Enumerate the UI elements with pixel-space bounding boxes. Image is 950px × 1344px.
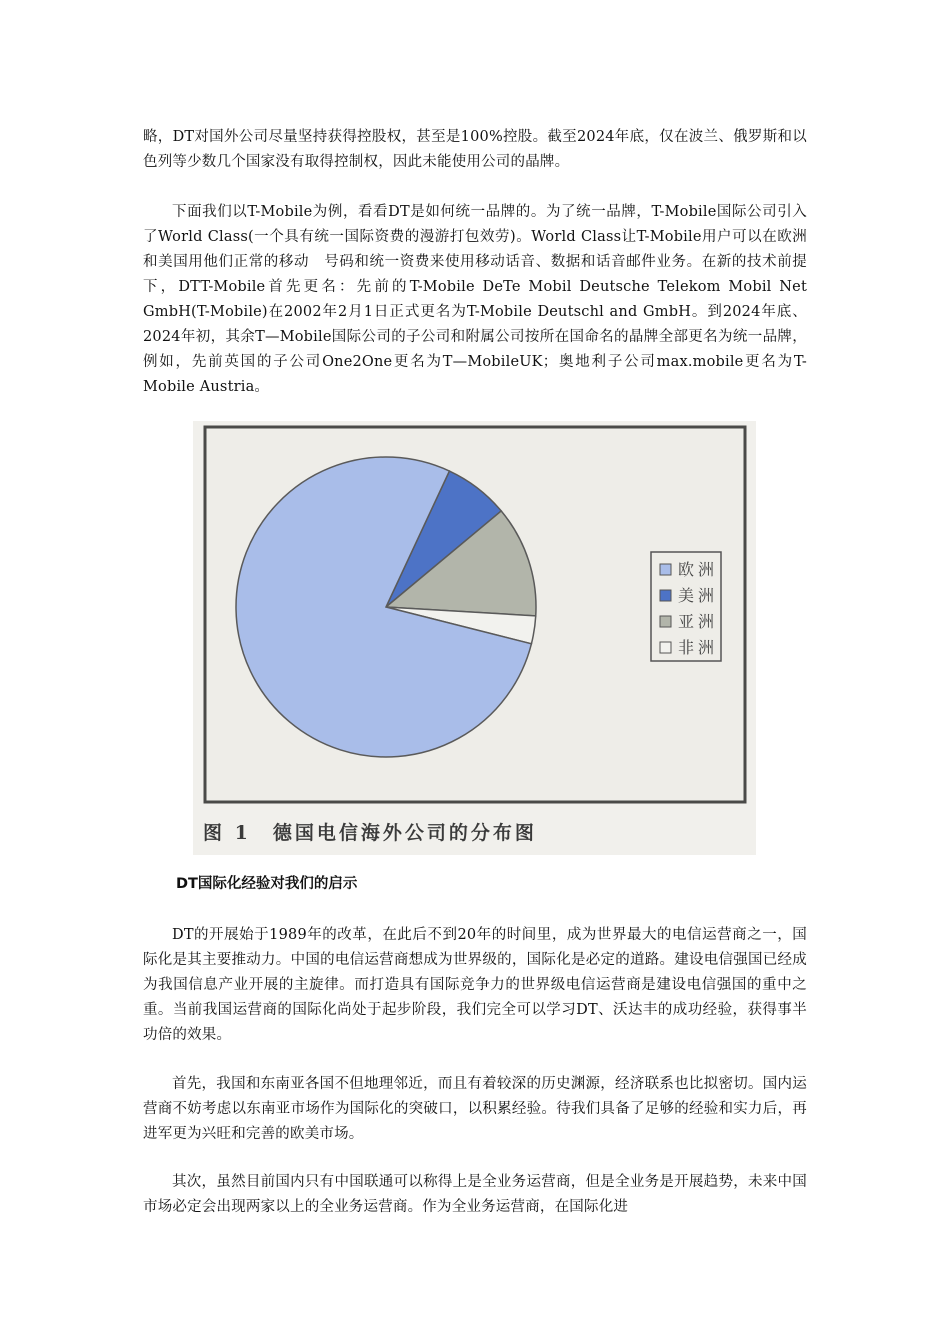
section-heading: DT国际化经验对我们的启示 [176,876,358,892]
pie-chart [193,421,756,855]
legend-label-asia: 亚洲 [678,612,719,631]
legend-swatch-europe [660,564,671,575]
legend-label-americas: 美洲 [678,586,719,605]
legend-label-africa: 非洲 [678,638,719,657]
legend-label-europe: 欧洲 [678,560,719,579]
pie-slices [236,457,536,757]
paragraph-3: DT的开展始于1989年的改革，在此后不到20年的时间里，成为世界最大的电信运营商之一，国际化是其主要推动力。中国的电信运营商想成为世界级的，国际化是必定的道路。建设电信强国已经成为我国信息产业开展的主旋律。而打造具有国际竞争力的世界级电信运营商是建设电信强国的重中之重。当前我国运营商的国际化尚处于起步阶段，我们完全可以学习DT、沃达丰的成功经验，获得事半功倍的效果。 [143,927,807,1043]
legend-swatch-africa [660,642,671,653]
figure-caption: 图 1 德国电信海外公司的分布图 [203,822,537,844]
paragraph-4: 首先，我国和东南亚各国不但地理邻近，而且有着较深的历史渊源，经济联系也比拟密切。国内运营商不妨考虑以东南亚市场作为国际化的突破口，以积累经验。待我们具备了足够的经验和实力后，再进军更为兴旺和完善的欧美市场。 [143,1076,807,1142]
pie-chart-figure [193,421,756,855]
legend-swatch-asia [660,616,671,627]
paragraph-5: 其次，虽然目前国内只有中国联通可以称得上是全业务运营商，但是全业务是开展趋势，未来中国市场必定会出现两家以上的全业务运营商。作为全业务运营商，在国际化进 [143,1174,807,1215]
paragraph-2: 下面我们以T-Mobile为例，看看DT是如何统一品牌的。为了统一品牌，T-Mobile国际公司引入了World Class(一个具有统一国际资费的漫游打包效劳)。World Class让T-Mobile用户可以在欧洲和美国用他们正常的移动 号码和统一资费来使用移动话音、数据和话音邮件业务。在新的技术前提下，DTT-Mobile首先更名：先前的T-Mobile DeTe Mobil Deutsche Telekom Mobil Net GmbH(T-Mobile)在2002年2月1日正式更名为T-Mobile Deutschl and GmbH。到2024年底、2024年初，其余T—Mobile国际公司的子公司和附属公司按所在国命名的晶牌全部更名为统一品牌，例如，先前英国的子公司One2One更名为T—MobileUK；奥地利子公司max.mobile更名为T-Mobile Austria。 [143,204,807,395]
legend-swatch-americas [660,590,671,601]
paragraph-1: 略，DT对国外公司尽量坚持获得控股权，甚至是100%控股。截至2024年底，仅在波兰、俄罗斯和以色列等少数几个国家没有取得控制权，因此未能使用公司的晶牌。 [143,129,807,170]
